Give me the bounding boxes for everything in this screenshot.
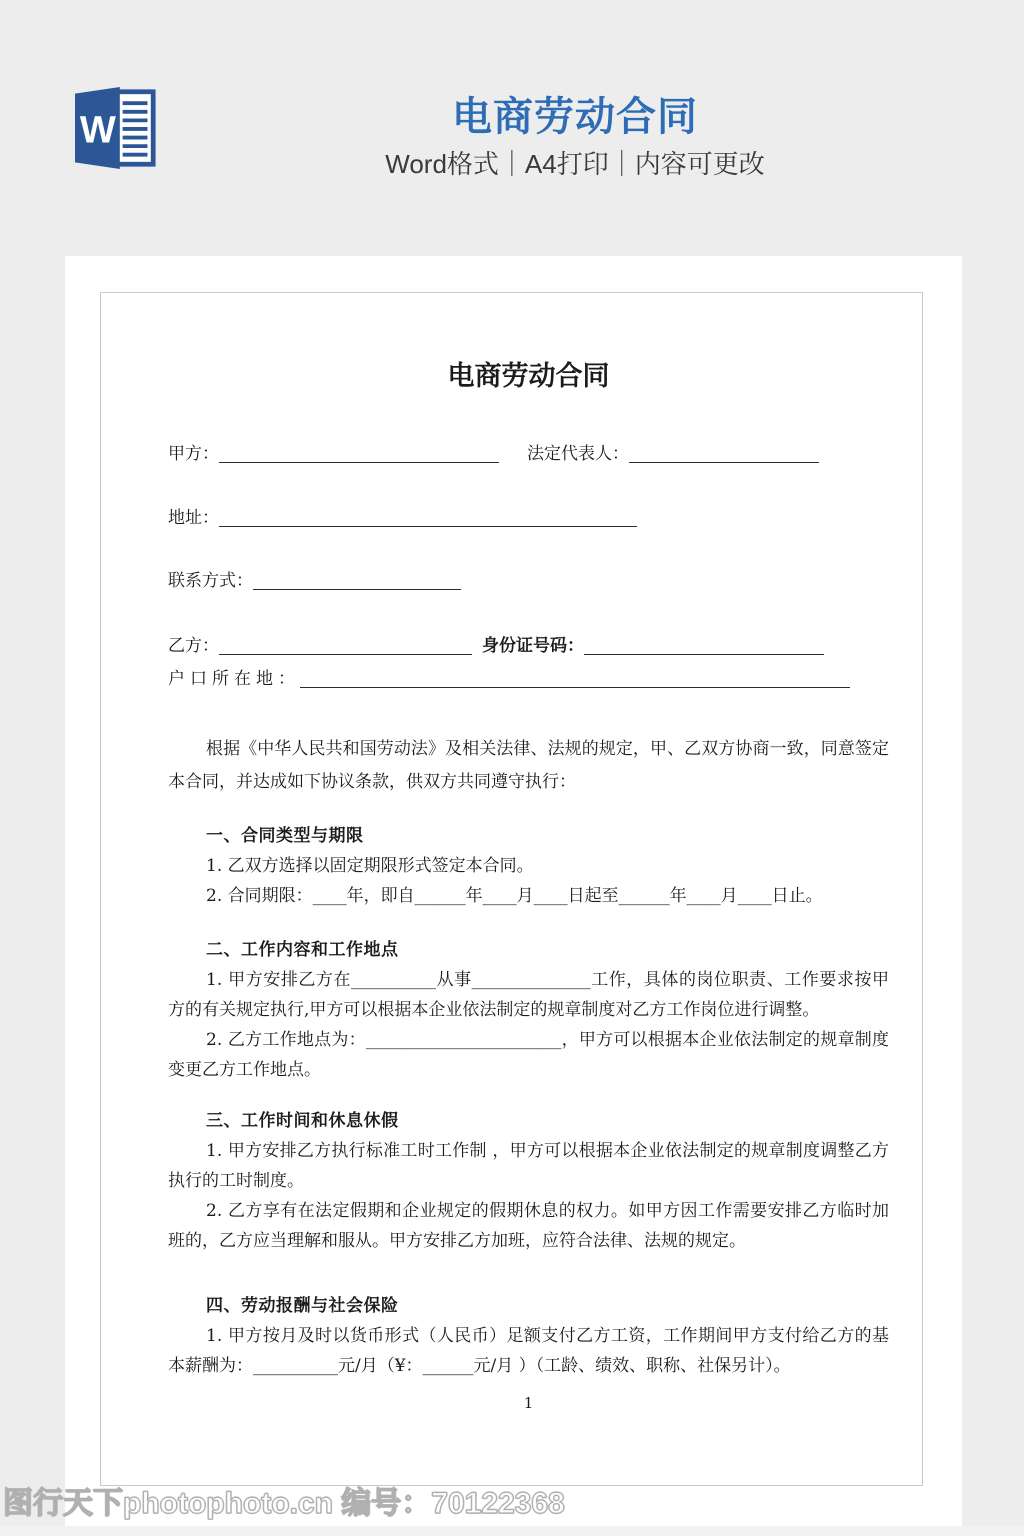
section-1-heading: 一、合同类型与期限 [206,826,364,846]
section-4-item-1: 1. 甲方按月及时以货币形式（人民币）足额支付乙方工资，工作期间甲方支付给乙方的基本薪酬为：__________元/月（¥：______元/月 ）（工龄、绩效、职称、社保另计）。 [168,1326,889,1376]
address-label: 地址： [168,508,219,528]
section-3-heading: 三、工作时间和休息休假 [206,1111,399,1131]
id-number-label: 身份证号码： [482,636,584,656]
party-b-blank [219,634,472,655]
field-row-address [168,503,889,533]
section-1-item-2: 2. 合同期限：____年，即自______年____月____日起至______年____月____日止。 [206,886,823,906]
section-4-heading: 四、劳动报酬与社会保险 [206,1296,399,1316]
section-3-item-2: 2. 乙方享有在法定假期和企业规定的假期休息的权力。如甲方因工作需要安排乙方临时加班的，乙方应当理解和服从。甲方安排乙方加班，应符合法律、法规的规定。 [168,1201,889,1251]
address-blank [219,506,637,527]
party-a-blank [219,442,499,463]
legal-rep-label: 法定代表人： [527,444,629,464]
preamble: 根据《中华人民共和国劳动法》及相关法律、法规的规定，甲、乙双方协商一致，同意签定本合同，并达成如下协议条款，供双方共同遵守执行： [168,739,889,792]
section-2-item-2: 2. 乙方工作地点为：_______________________，甲方可以根据本企业依法制定的规章制度变更乙方工作地点。 [168,1030,889,1080]
field-row-party-a [168,439,889,469]
header-text [130,94,1020,179]
contact-blank [253,569,461,590]
residence-blank [300,667,850,688]
section-2-heading: 二、工作内容和工作地点 [206,940,399,960]
party-b-label: 乙方： [168,636,219,656]
section-3-item-1: 1. 甲方安排乙方执行标准工时工作制 ，甲方可以根据本企业依法制定的规章制度调整乙方执行的工时制度。 [168,1141,889,1191]
section-2-item-1: 1. 甲方安排乙方在__________从事______________工作，具体的岗位职责、工作要求按甲方的有关规定执行,甲方可以根据本企业依法制定的规章制度对乙方工作岗位进行调整。 [168,970,889,1020]
template-title: 电商劳动合同 [452,95,698,139]
party-a-label: 甲方： [168,444,219,464]
document-content [100,292,923,1486]
template-subtitle: Word格式｜A4打印｜内容可更改 [385,149,765,179]
document-page [65,256,962,1526]
document-title: 电商劳动合同 [447,361,610,392]
bottom-strip [0,1526,1024,1536]
field-row-contact [168,566,889,596]
page-number: 1 [523,1394,534,1412]
watermark: 图行天下photophoto.cn 编号：70122368 [3,1487,565,1520]
residence-label: 户口所在地： [168,669,300,689]
section-1-item-1: 1. 乙双方选择以固定期限形式签定本合同。 [206,856,534,876]
contact-label: 联系方式： [168,571,253,591]
word-icon-letter: W [79,108,116,152]
legal-rep-blank [629,442,819,463]
field-row-party-b [168,631,889,661]
id-number-blank [584,634,824,655]
field-row-residence [168,664,889,694]
